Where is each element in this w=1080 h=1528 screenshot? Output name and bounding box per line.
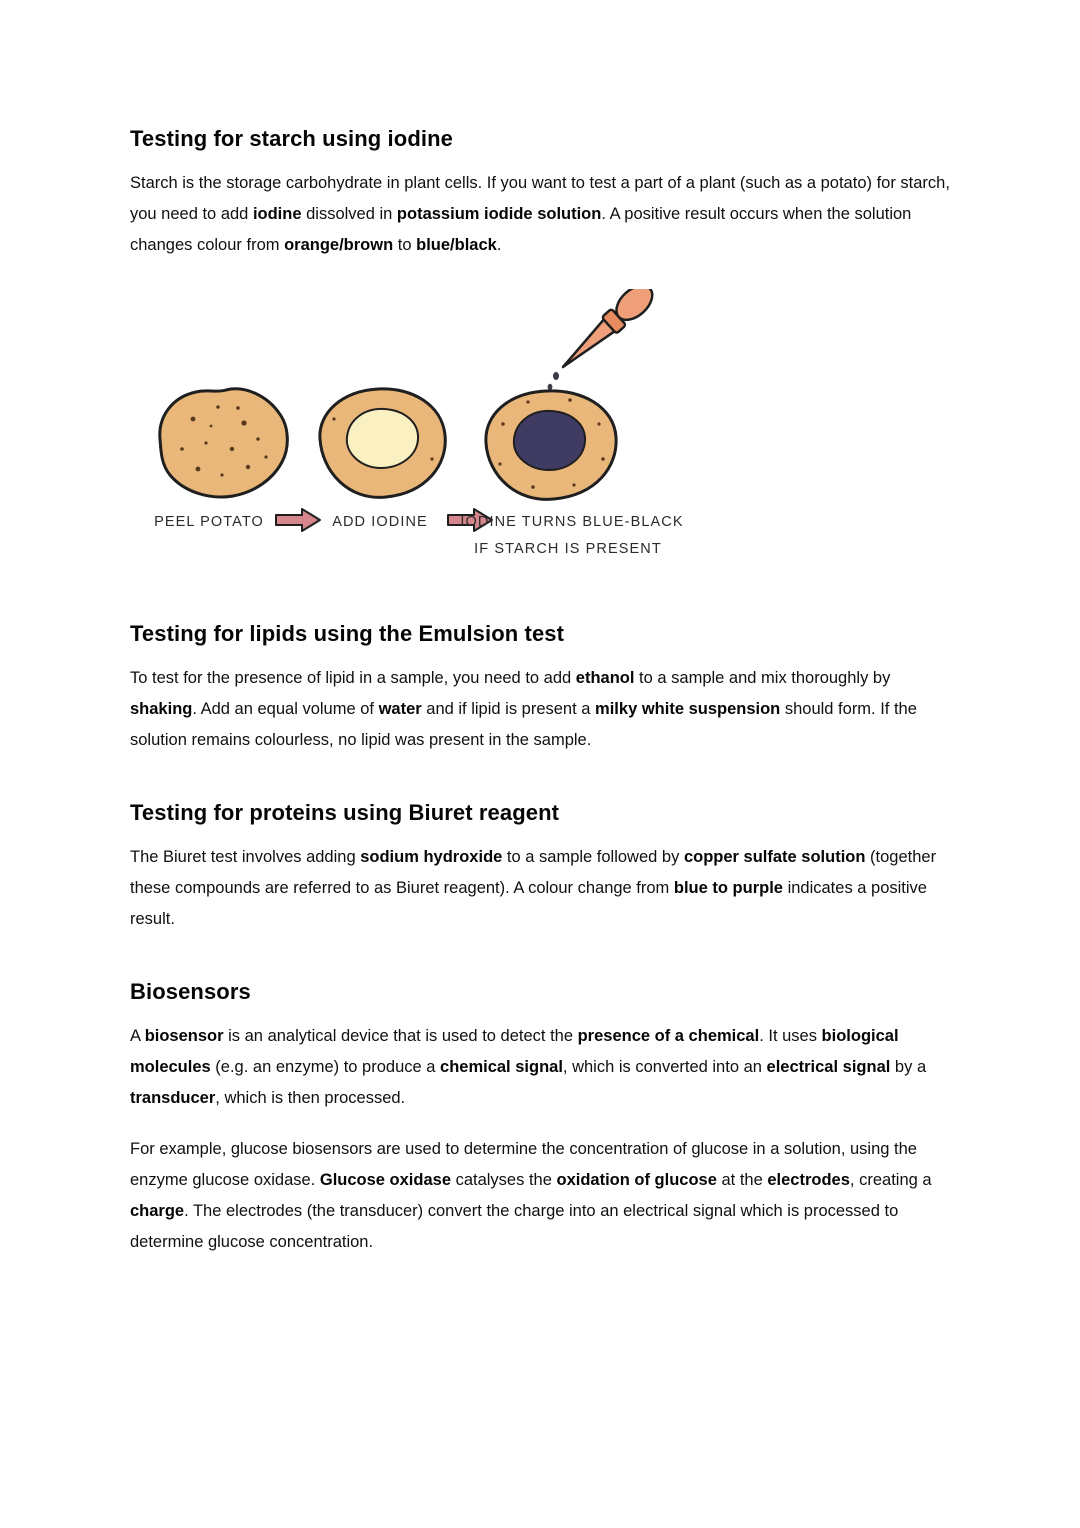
raw-potato-icon — [160, 389, 288, 497]
starch-test-illustration — [148, 289, 952, 567]
paragraph-proteins: The Biuret test involves adding sodium hydroxide to a sample followed by copper sulfate solution (together these compounds are referred to as Biuret reagent). A colour change from blue to purple indicates a positive result. — [130, 848, 937, 928]
section-proteins — [130, 800, 952, 935]
paragraph-biosensor-definition: A biosensor is an analytical device that is used to detect the presence of a chemical. It uses biological molecules (e.g. an enzyme) to produce a chemical signal, which is converted into an electrical signal by a transducer, which is then processed. — [130, 1027, 927, 1107]
section-lipids — [130, 621, 952, 756]
iodine-potato-icon — [486, 391, 616, 500]
peeled-potato-icon — [320, 389, 445, 498]
section-biosensors — [130, 979, 952, 1258]
dropper-icon — [554, 289, 658, 377]
section-heading-starch: Testing for starch using iodine — [130, 126, 453, 151]
paragraph-lipids: To test for the presence of lipid in a sample, you need to add ethanol to a sample and mix thoroughly by shaking. Add an equal volume of water and if lipid is present a milky white suspension should form. If the solution remains colourless, no lipid was present in the sample. — [130, 669, 917, 749]
starch-test-diagram — [148, 289, 688, 567]
paragraph-glucose-biosensor: For example, glucose biosensors are used to determine the concentration of glucose in a solution, using the enzyme glucose oxidase. Glucose oxidase catalyses the oxidation of glucose at the electrodes, creating a charge. The electrodes (the transducer) convert the charge into an electrical signal which is processed to determine glucose concentration. — [130, 1140, 932, 1251]
paragraph-starch: Starch is the storage carbohydrate in plant cells. If you want to test a part of a plant (such as a potato) for starch, you need to add iodine dissolved in potassium iodide solution. A positive result occurs when the solution changes colour from orange/brown to blue/black. — [130, 174, 950, 254]
section-heading-biosensors: Biosensors — [130, 979, 251, 1004]
iodine-drops-icon — [548, 372, 559, 390]
section-starch — [130, 126, 952, 567]
section-heading-proteins: Testing for proteins using Biuret reagent — [130, 800, 560, 825]
arrow-right-icon — [276, 509, 320, 531]
section-heading-lipids: Testing for lipids using the Emulsion test — [130, 621, 565, 646]
illustration-label-step3-line2: IF STARCH IS PRESENT — [474, 541, 662, 557]
illustration-label-step2: ADD IODINE — [332, 514, 428, 530]
illustration-label-step3-line1: IODINE TURNS BLUE-BLACK — [460, 514, 684, 530]
illustration-label-step1: PEEL POTATO — [154, 514, 264, 530]
